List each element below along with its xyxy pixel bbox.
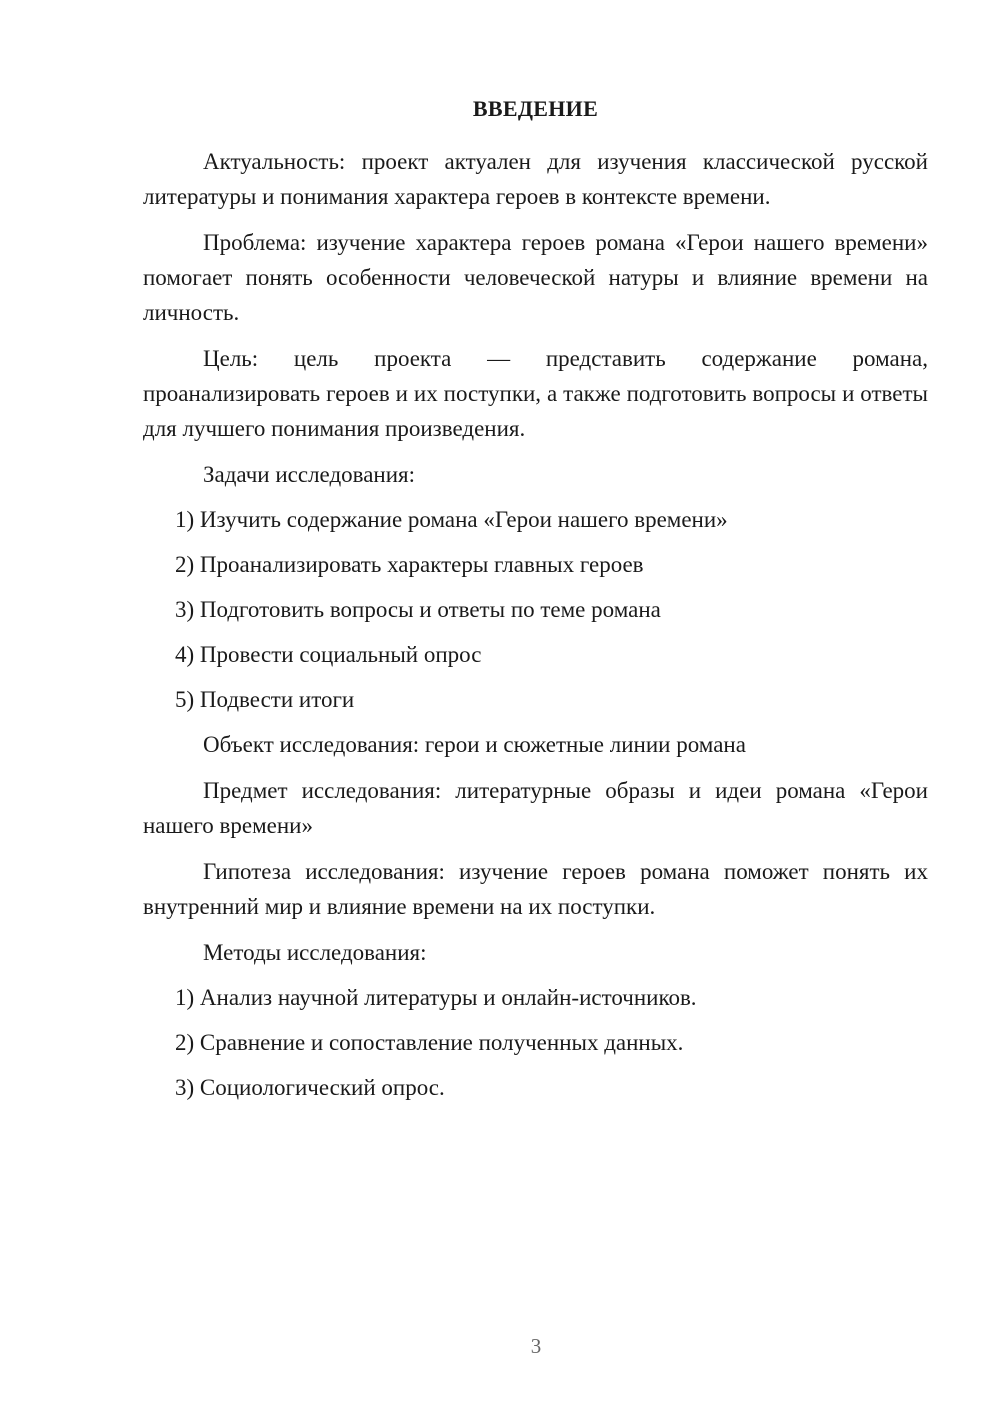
- task-item: 1) Изучить содержание романа «Герои нашего времени»: [175, 507, 728, 532]
- section-title: ВВЕДЕНИЕ: [472, 96, 599, 121]
- method-item: 1) Анализ научной литературы и онлайн-источников.: [175, 985, 697, 1010]
- object-paragraph: Объект исследования: герои и сюжетные линии романа: [203, 732, 746, 757]
- subject-paragraph: Предмет исследования: литературные образы и идеи романа «Герои нашего времени»: [143, 778, 928, 838]
- method-item: 3) Социологический опрос.: [175, 1075, 445, 1100]
- method-item: 2) Сравнение и сопоставление полученных данных.: [175, 1030, 684, 1055]
- task-item: 5) Подвести итоги: [175, 687, 355, 712]
- page-number: 3: [530, 1334, 542, 1358]
- document-page: [143, 96, 928, 1115]
- relevance-paragraph: Актуальность: проект актуален для изучения классической русской литературы и понимания характера героев в контексте времени.: [143, 149, 928, 209]
- task-item: 2) Проанализировать характеры главных героев: [175, 552, 644, 577]
- tasks-heading: Задачи исследования:: [203, 462, 416, 487]
- goal-paragraph: Цель: цель проекта — представить содержание романа, проанализировать героев и их поступки, а также подготовить вопросы и ответы для лучшего понимания произведения.: [143, 346, 928, 441]
- task-item: 4) Провести социальный опрос: [175, 642, 482, 667]
- methods-heading: Методы исследования:: [203, 940, 427, 965]
- problem-paragraph: Проблема: изучение характера героев романа «Герои нашего времени» помогает понять особенности человеческой натуры и влияние времени на личность.: [143, 230, 928, 325]
- task-item: 3) Подготовить вопросы и ответы по теме романа: [175, 597, 661, 622]
- hypothesis-paragraph: Гипотеза исследования: изучение героев романа поможет понять их внутренний мир и влияние времени на их поступки.: [143, 859, 928, 919]
